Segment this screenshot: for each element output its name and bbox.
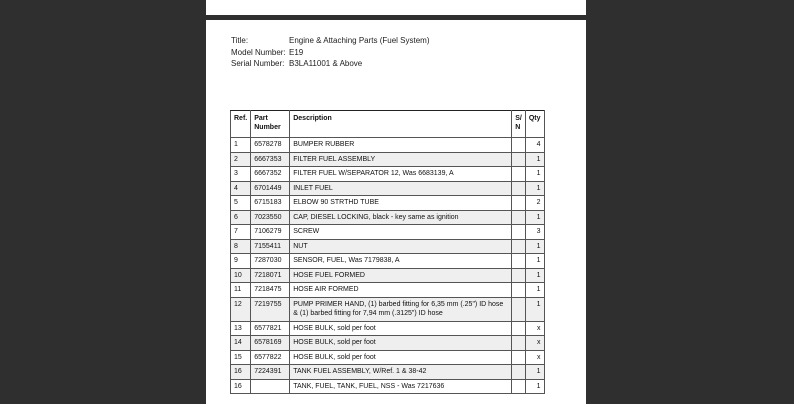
- title-row: [231, 35, 430, 47]
- cell-ref: 3: [231, 167, 251, 182]
- cell-qty: 1: [525, 167, 544, 182]
- cell-description: INLET FUEL: [290, 181, 512, 196]
- cell-description: TANK, FUEL, TANK, FUEL, NSS - Was 7217636: [290, 379, 512, 394]
- cell-ref: 16: [231, 379, 251, 394]
- cell-description: NUT: [290, 239, 512, 254]
- cell-sn: [512, 336, 526, 351]
- cell-part-number: 7023550: [251, 210, 290, 225]
- cell-qty: 1: [525, 268, 544, 283]
- cell-sn: [512, 283, 526, 298]
- cell-description: HOSE BULK, sold per foot: [290, 321, 512, 336]
- cell-sn: [512, 379, 526, 394]
- header-ref: Ref.: [231, 111, 251, 138]
- cell-description: ELBOW 90 STRTHD TUBE: [290, 196, 512, 211]
- cell-description: HOSE BULK, sold per foot: [290, 336, 512, 351]
- cell-qty: 1: [525, 365, 544, 380]
- title-label: Title:: [231, 36, 249, 45]
- cell-ref: 10: [231, 268, 251, 283]
- page-separator: [206, 15, 586, 20]
- table-row: [231, 210, 545, 225]
- cell-ref: 9: [231, 254, 251, 269]
- title-value: Engine & Attaching Parts (Fuel System): [289, 36, 430, 45]
- cell-description: FILTER FUEL ASSEMBLY: [290, 152, 512, 167]
- cell-sn: [512, 297, 526, 321]
- cell-qty: 1: [525, 297, 544, 321]
- serial-label: Serial Number:: [231, 59, 285, 68]
- cell-part-number: 7287030: [251, 254, 290, 269]
- cell-sn: [512, 321, 526, 336]
- cell-description: SCREW: [290, 225, 512, 240]
- cell-part-number: 7218475: [251, 283, 290, 298]
- table-row: [231, 138, 545, 153]
- cell-qty: 1: [525, 239, 544, 254]
- cell-qty: x: [525, 350, 544, 365]
- model-row: [231, 47, 430, 59]
- cell-ref: 5: [231, 196, 251, 211]
- table-row: [231, 336, 545, 351]
- table-row: [231, 379, 545, 394]
- table-row: [231, 268, 545, 283]
- cell-ref: 8: [231, 239, 251, 254]
- cell-part-number: 7219755: [251, 297, 290, 321]
- cell-ref: 13: [231, 321, 251, 336]
- header-qty: Qty: [525, 111, 544, 138]
- cell-ref: 4: [231, 181, 251, 196]
- table-row: [231, 196, 545, 211]
- cell-part-number: 6667353: [251, 152, 290, 167]
- cell-part-number: 7106279: [251, 225, 290, 240]
- cell-description: CAP, DIESEL LOCKING, black - key same as ignition: [290, 210, 512, 225]
- cell-sn: [512, 152, 526, 167]
- cell-qty: 4: [525, 138, 544, 153]
- cell-ref: 1: [231, 138, 251, 153]
- table-row: [231, 254, 545, 269]
- cell-ref: 7: [231, 225, 251, 240]
- cell-ref: 6: [231, 210, 251, 225]
- cell-qty: x: [525, 321, 544, 336]
- cell-part-number: 6577821: [251, 321, 290, 336]
- table-row: [231, 297, 545, 321]
- cell-part-number: 6577822: [251, 350, 290, 365]
- cell-qty: 1: [525, 254, 544, 269]
- table-row: [231, 350, 545, 365]
- cell-description: TANK FUEL ASSEMBLY, W/Ref. 1 & 38-42: [290, 365, 512, 380]
- table-body: [231, 138, 545, 394]
- parts-table: [230, 110, 545, 394]
- table-row: [231, 365, 545, 380]
- cell-ref: 15: [231, 350, 251, 365]
- table-row: [231, 167, 545, 182]
- table-row: [231, 181, 545, 196]
- table-row: [231, 239, 545, 254]
- serial-row: [231, 58, 430, 70]
- cell-sn: [512, 181, 526, 196]
- cell-qty: 2: [525, 196, 544, 211]
- cell-qty: 1: [525, 379, 544, 394]
- cell-sn: [512, 350, 526, 365]
- header-sn: S/ N: [512, 111, 526, 138]
- table-row: [231, 225, 545, 240]
- cell-sn: [512, 268, 526, 283]
- cell-description: HOSE BULK, sold per foot: [290, 350, 512, 365]
- previous-page-edge: [206, 0, 586, 15]
- cell-part-number: 6667352: [251, 167, 290, 182]
- cell-qty: 1: [525, 181, 544, 196]
- cell-part-number: 7155411: [251, 239, 290, 254]
- cell-sn: [512, 239, 526, 254]
- table-header-row: [231, 111, 545, 138]
- cell-sn: [512, 210, 526, 225]
- cell-part-number: 6578278: [251, 138, 290, 153]
- cell-ref: 14: [231, 336, 251, 351]
- cell-description: FILTER FUEL W/SEPARATOR 12, Was 6683139, A: [290, 167, 512, 182]
- header-description: Description: [290, 111, 512, 138]
- cell-description: HOSE AIR FORMED: [290, 283, 512, 298]
- cell-sn: [512, 225, 526, 240]
- model-label: Model Number:: [231, 47, 286, 57]
- pdf-page[interactable]: [206, 0, 586, 404]
- header-part-number: Part Number: [251, 111, 290, 138]
- table-row: [231, 152, 545, 167]
- cell-part-number: [251, 379, 290, 394]
- cell-description: BUMPER RUBBER: [290, 138, 512, 153]
- cell-ref: 12: [231, 297, 251, 321]
- cell-part-number: 6578169: [251, 336, 290, 351]
- cell-ref: 11: [231, 283, 251, 298]
- cell-sn: [512, 196, 526, 211]
- cell-description: PUMP PRIMER HAND, (1) barbed fitting for 6,35 mm (.25") ID hose & (1) barbed fitting for 7,94 mm (.3125") ID hose: [290, 297, 512, 321]
- cell-ref: 16: [231, 365, 251, 380]
- cell-sn: [512, 254, 526, 269]
- document-header: [231, 35, 430, 70]
- cell-part-number: 6715183: [251, 196, 290, 211]
- model-value: E19: [289, 47, 304, 57]
- cell-sn: [512, 167, 526, 182]
- serial-value: B3LA11001 & Above: [289, 59, 363, 68]
- cell-sn: [512, 138, 526, 153]
- cell-qty: x: [525, 336, 544, 351]
- cell-part-number: 7224391: [251, 365, 290, 380]
- cell-qty: 3: [525, 225, 544, 240]
- cell-sn: [512, 365, 526, 380]
- cell-qty: 1: [525, 152, 544, 167]
- cell-description: SENSOR, FUEL, Was 7179838, A: [290, 254, 512, 269]
- table-row: [231, 283, 545, 298]
- cell-part-number: 6701449: [251, 181, 290, 196]
- cell-qty: 1: [525, 283, 544, 298]
- cell-ref: 2: [231, 152, 251, 167]
- cell-description: HOSE FUEL FORMED: [290, 268, 512, 283]
- table-row: [231, 321, 545, 336]
- cell-qty: 1: [525, 210, 544, 225]
- cell-part-number: 7218071: [251, 268, 290, 283]
